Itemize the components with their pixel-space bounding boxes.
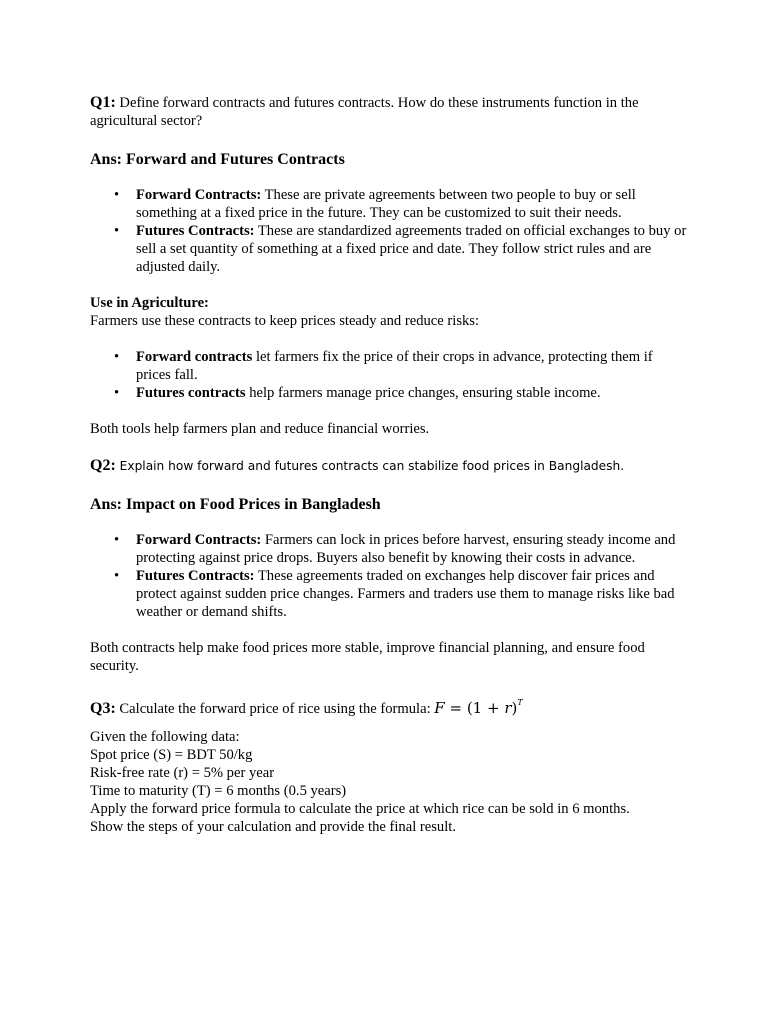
question-3 xyxy=(90,694,690,718)
use-in-agriculture-intro: Farmers use these contracts to keep prices steady and reduce risks: xyxy=(90,313,480,329)
bullet-term: Forward contracts xyxy=(136,349,253,365)
formula-f: F xyxy=(434,699,445,717)
answer-2-conclusion: Both contracts help make food prices more stable, improve financial planning, and ensure food security. xyxy=(90,640,645,674)
question-3-text: Calculate the forward price of rice using the formula: xyxy=(115,701,435,717)
list-item xyxy=(136,384,690,402)
list-item xyxy=(136,531,690,567)
formula-mid: = (1 + xyxy=(444,699,505,717)
use-in-agriculture-heading xyxy=(90,294,690,312)
list-item xyxy=(136,348,690,384)
given-line: Time to maturity (T) = 6 months (0.5 years) xyxy=(90,783,347,799)
question-2 xyxy=(90,457,690,475)
bullet-term: Futures Contracts: xyxy=(136,568,255,584)
question-1-label: Q1: xyxy=(90,94,116,111)
given-line: Apply the forward price formula to calculate the price at which rice can be sold in 6 months. xyxy=(90,801,630,817)
bullet-term: Futures contracts xyxy=(136,385,246,401)
given-line: Show the steps of your calculation and provide the final result. xyxy=(90,819,456,835)
question-2-label: Q2: xyxy=(90,457,116,474)
question-3-label: Q3: xyxy=(90,700,116,717)
list-item xyxy=(136,567,690,621)
given-line: Given the following data: xyxy=(90,729,240,745)
formula-close: ) xyxy=(511,699,518,717)
bullet-text: let farmers fix the price of their crops in advance, protecting them if prices fall. xyxy=(136,349,653,383)
answer-2-bullets xyxy=(90,531,690,621)
bullet-term: Forward Contracts: xyxy=(136,187,262,203)
answer-1-bullets xyxy=(90,186,690,276)
bullet-term: Futures Contracts: xyxy=(136,223,255,239)
forward-price-formula xyxy=(434,699,522,717)
use-heading-text: Use in Agriculture: xyxy=(90,295,209,311)
bullet-text: These are standardized agreements traded on official exchanges to buy or sell a set quantity of something at a fixed price and date. They follow strict rules and are adjusted daily. xyxy=(136,223,687,275)
given-line: Risk-free rate (r) = 5% per year xyxy=(90,765,275,781)
answer-1-conclusion: Both tools help farmers plan and reduce financial worries. xyxy=(90,421,430,437)
answer-2-heading: Ans: Impact on Food Prices in Bangladesh xyxy=(90,496,381,513)
bullet-text: help farmers manage price changes, ensuring stable income. xyxy=(245,385,601,401)
bullet-text: These agreements traded on exchanges help discover fair prices and protect against sudden price changes. Farmers and traders use them to manage risks like bad weather or demand shifts. xyxy=(136,568,675,620)
formula-r: r xyxy=(504,699,512,717)
use-bullets xyxy=(90,348,690,402)
list-item xyxy=(136,222,690,276)
given-data-block xyxy=(90,728,690,836)
document-page xyxy=(90,94,690,836)
given-line: Spot price (S) = BDT 50/kg xyxy=(90,747,253,763)
bullet-term: Forward Contracts: xyxy=(136,532,262,548)
question-2-text: Explain how forward and futures contracts can stabilize food prices in Bangladesh. xyxy=(115,459,625,473)
formula-exponent: T xyxy=(517,698,523,707)
answer-1-heading: Ans: Forward and Futures Contracts xyxy=(90,151,345,168)
question-1 xyxy=(90,94,690,130)
list-item xyxy=(136,186,690,222)
question-1-text: Define forward contracts and futures contracts. How do these instruments function in the agricultural sector? xyxy=(90,95,639,129)
bullet-text: These are private agreements between two people to buy or sell something at a fixed price in the future. They can be customized to suit their needs. xyxy=(136,187,636,221)
bullet-text: Farmers can lock in prices before harvest, ensuring steady income and protecting against price drops. Buyers also benefit by knowing their costs in advance. xyxy=(136,532,676,566)
